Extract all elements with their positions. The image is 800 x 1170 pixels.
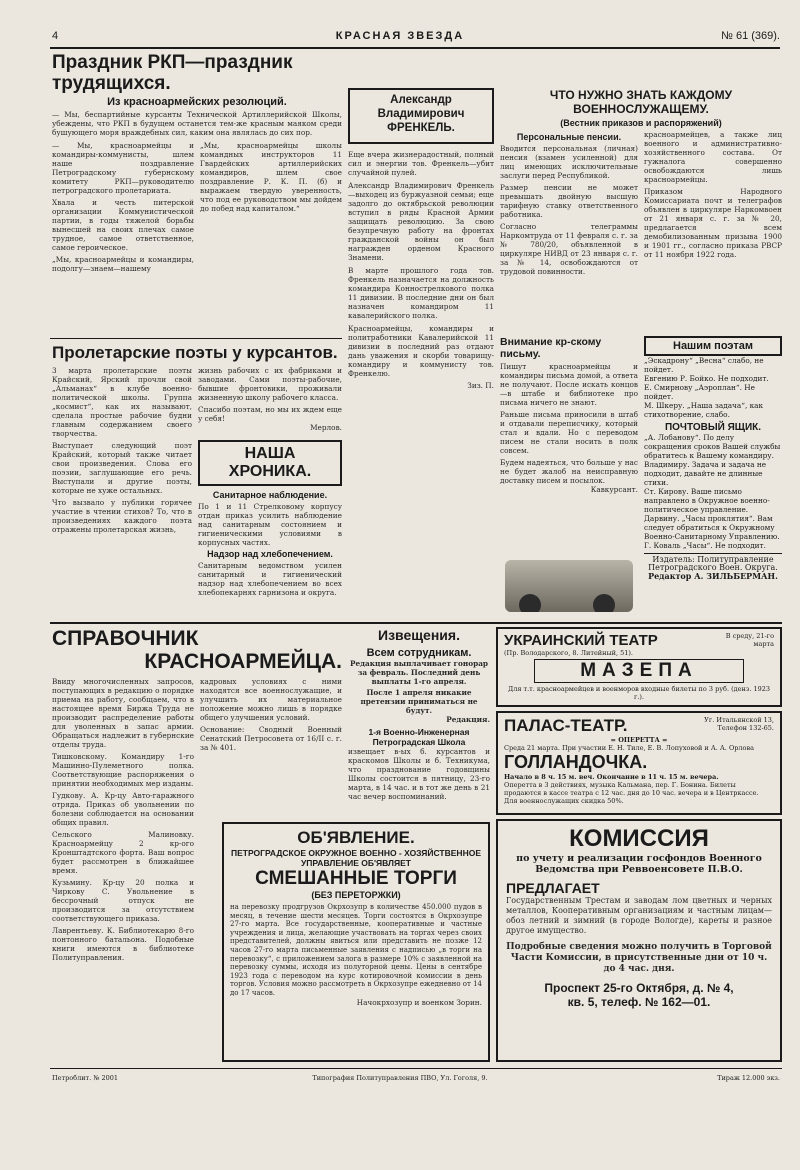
poets-p4: жизнь рабочих с их фабриками и заводами. Сами поэты-рабочие, бывшие фронтовики, проживали жизненную школу рабочего класса. — [198, 366, 342, 402]
holiday-p1: — Мы, беспартийные курсанты Технической Артиллерийской Школы, убеждены, что РКП в будущем останется тем-же красным маяком среди бушующего моря враждебных сил, каким она являлась до сих пор. — [52, 110, 342, 137]
issue-number: № 61 (369). — [721, 30, 780, 42]
vital-subtitle: (Вестник приказов и распоряжений) — [560, 118, 722, 128]
auction-big: СМЕШАННЫЕ ТОРГИ — [255, 868, 457, 889]
holiday-subtitle: Из красноармейских резолюций. — [107, 96, 287, 108]
notices-b1: Редакция выплачивает гонорар за февраль. Последний день выплаты 1-го апреля. — [349, 659, 489, 686]
commission-offer: ПРЕДЛАГАЕТ — [506, 880, 600, 896]
paper-name: КРАСНАЯ ЗВЕЗДА — [335, 30, 465, 42]
footer-rule — [50, 1068, 782, 1069]
article-poets — [52, 342, 342, 618]
auction-paren: (БЕЗ ПЕРЕТОРЖКИ) — [311, 890, 401, 900]
holiday-p3: Хвала и честь питерской организации Коммунистической партии, в годы тяжелой борьбы вынесшей на своих плечах самое трудное, самое ответственное, самое героическое. — [52, 198, 194, 252]
ad-palace-theatre — [496, 711, 782, 815]
poets-title: Пролетарские поэты у курсантов. — [52, 343, 338, 362]
theatre1-title: УКРАИНСКИЙ ТЕАТР — [504, 632, 658, 649]
article-mailbox — [644, 336, 782, 618]
chronicle-title: НАША ХРОНИКА. — [198, 440, 342, 486]
reference-title-1: СПРАВОЧНИК — [52, 627, 199, 650]
notices-sign: Редакция. — [446, 715, 490, 724]
header-rule — [50, 47, 780, 49]
reply-3: Ст. Кирову. Ваше письмо направлено в Окружное военно-политическое управление. — [644, 487, 770, 514]
theatre2-date: Среда 21 марта. При участии Е. Н. Тиле, Е. В. Лопуховой и А. А. Орлова — [504, 744, 755, 752]
auction-body: на перевозку продгрузов Окрхозупр в количестве 450.000 пудов в месяц, в течение шести месяцев. Торги состоятся в Окрхозупре 27-го марта. Все государственные, кооперативные и частные учреждения и лица, желающие участвовать на торгах через своих представителей, должны явиться или представить не позже 12 часов 27-го марта письменные заявления с надписью „в торги на перевозку“, с приложением залога в размере 10% с заявленной на перевозку суммы, исходя из полуторной цены. Цены в сентябре 1923 года с переводом на курс котировочной комиссии в день торгов. Условия можно рассмотреть в Окрхозупре ежедневно от 14 до 17 часов. — [230, 903, 482, 997]
auction-title: ОБ'ЯВЛЕНИЕ. — [297, 828, 415, 847]
footer-mid: Типография Политуправления ПВО, Ул. Гоголя, 9. — [312, 1074, 488, 1082]
article-frenkel — [348, 88, 494, 618]
poem-line-4: М. Шкеру. „Наша задача“, как стихотворение, слабо. — [644, 401, 764, 419]
holiday-p5: „Мы, красноармейцы школы командных инструкторов 11 Гвардейских артиллерийских командиров, шлем свое поздравление Р. К. П. (б) и выражаем твердую уверенность, что под ее руководством мы дойдем до побед над капиталом.“ — [200, 141, 342, 213]
article-letters — [500, 336, 638, 556]
letters-p1: Пишут красноармейцы и командиры письма домой, а ответа не получают. После искать концов—в штабе и библиотеке про письма ничего не знают. — [500, 362, 638, 407]
reply-1: „А. Лобанову“. По делу сокращения сроков Вашей службы обратитесь к Вашему командиру. — [644, 433, 781, 460]
article-notices — [348, 627, 490, 817]
wheel-icon — [593, 594, 615, 612]
auction-l1: ПЕТРОГРАДСКОЕ ОКРУЖНОЕ ВОЕННО - ХОЗЯЙСТВЕННОЕ — [231, 848, 481, 858]
page-number: 4 — [52, 30, 61, 42]
theatre2-note: Оперетта в 3 действиях, музыка Кальмана, пер. Г. Бонина. Билеты продаются в кассе театра с 12 час. дня до 10 час. вечера и в Центркассе. Для военнослужащих скидка 50%. — [504, 781, 759, 805]
theatre1-note: Для т.т. красноармейцев и военморов входные билеты по 3 руб. (денз. 1923 г.). — [507, 685, 771, 701]
commission-title: КОМИССИЯ — [569, 825, 709, 852]
theatre2-times: Начало в 8 ч. 15 м. веч. Окончание в 11 ч. 15 м. вечера. — [504, 773, 719, 781]
chronicle-p1: По 1 и 11 Стрелковому корпусу отдан приказ усилить наблюдение над санитарным состоянием и гигиеническими условиями в корпусных частях. — [198, 502, 342, 547]
notices-b2: После 1 апреля никакие претензии приниматься не будут. — [360, 688, 478, 715]
footer-left: Петроблит. № 2001 — [52, 1074, 119, 1082]
publisher-line1: Издатель: Политуправление — [652, 555, 774, 564]
reference-p8: Основание: Сводный Военный Сенатский Петросовета от 16/II с. г. за № 401. — [200, 725, 342, 752]
letters-p3: Будем надеяться, что больше у нас не будет жалоб на неисправную доставку писем и посылок. — [500, 458, 638, 485]
frenkel-p3: В марте прошлого года тов. Френкель назначается на должность командира Коннострелкового полка 11 дивизии. В последние дни он был назначен командиром 11 кавалерийского полка. — [348, 266, 494, 320]
article-vital — [500, 88, 782, 328]
editor: Редактор А. ЗИЛЬБЕРМАН. — [648, 571, 778, 581]
theatre2-address: Уг. Итальянской 13, Телефон 132-65. — [704, 716, 774, 732]
theatre1-date: В среду, 21-го марта — [725, 632, 774, 648]
poem-title: Нашим поэтам — [644, 336, 782, 356]
vital-p4: красноармейцев, а также лиц военного и административно-хозяйственного состава. От гужналога совершенно освобождаются лишь красноармейцы. — [644, 130, 782, 184]
chronicle-s1: Санитарное наблюдение. — [212, 490, 328, 500]
vital-p5: Приказом Народного Комиссариата почт и телеграфов объявлен в циркуляре Наркомвоен от 21 января с. г. за № 20, предлагается всем демобилизованным призыва 1900 и 1901 гг., согласно приказа РВСР от 11 ноября 1922 года. — [644, 187, 782, 259]
wheel-icon — [519, 594, 541, 612]
poets-sign: Мерлов. — [310, 423, 342, 432]
poets-p2: Выступает следующий поэт Крайский, который также читает свои произведения. Слова его поэзии, заглушающие его речь. Выступали и другие поэты, которые не хуже остальных. — [52, 441, 192, 495]
theatre2-troupe: = ОПЕРЕТТА = — [610, 736, 668, 744]
poem-line-3: Е. Смирнову „Аэроплан“. Не пойдет. — [644, 383, 755, 401]
letters-title: Внимание кр-скому письму. — [500, 336, 602, 360]
vital-p1: Вводится персональная (личная) пенсия (взамен усиленной) для лиц имеющих исключительные заслуги перед Республикой. — [500, 144, 638, 180]
reply-2: Владимиру. Задача и задача не подходит, давайте не длинные стихи. — [644, 460, 767, 487]
theatre2-title: ПАЛАС-ТЕАТР. — [504, 716, 628, 735]
commission-l2: Ведомства при Реввоенсовете П.В.О. — [535, 864, 743, 875]
reference-p1: Ввиду многочисленных запросов, поступающих в редакцию о порядке приема на работу, сообщаем, что в настоящее время Биржа Труда не производит распределение работы для уволенных в запас армии. Обращаться надлежит в губернские отделы труда. — [52, 677, 194, 749]
frenkel-p2: Александр Владимирович Френкель—выходец из буржуазной семьи; еще задолго до октябрьской революции вступил в ряды Красной Армии защищать революцию. За свою безупречную работу на фронтах гражданской войны он был награжден орденом Красного Знамени. — [348, 181, 494, 262]
commission-offer-text: Государственным Трестам и заводам лом цветных и черных металлов, Кооперативным организациям и частным лицам—обоз летний и зимний (в городе Вологде), кареты и разное другое имущество. — [506, 896, 772, 935]
chronicle-p2: Санитарным ведомством усилен санитарный и гигиенический надзор над хлебопечением во всех хлебопекарнях гарнизона и округа. — [198, 561, 342, 597]
reference-p5: Кузьмину. Кр-цу 20 полка и Чиркову С. Увольнение в бессрочный отпуск не производится за отсутствием соответствующего приказа. — [52, 878, 194, 923]
vital-title: ЧТО НУЖНО ЗНАТЬ КАЖДОМУ ВОЕННОСЛУЖАЩЕМУ. — [549, 88, 733, 116]
mid-rule — [50, 622, 782, 624]
mailbox-title: ПОЧТОВЫЙ ЯЩИК. — [664, 422, 762, 433]
section-rule — [50, 338, 342, 339]
auction-l2: УПРАВЛЕНИЕ ОБ'ЯВЛЯЕТ — [300, 858, 411, 868]
footer-right: Тираж 12.000 экз. — [717, 1074, 780, 1082]
poem-line-2: Евгению Р. Бойко. Не подходит. — [644, 374, 769, 383]
poets-p5: Спасибо поэтам, но мы их ждем еще у себя! — [198, 405, 342, 423]
frenkel-sign: Зиз. П. — [467, 381, 494, 390]
reference-title-2: КРАСНОАРМЕЙЦА. — [144, 650, 342, 673]
ad-commission — [496, 819, 782, 1062]
reference-p2: Тишковскому. Командиру 1-го Машинно-Пулеметного полка. Соответствующие распоряжения о принятии необходимых мер изданы. — [52, 752, 194, 788]
poem-line-1: „Эскадрону“ „Весна“ слабо, не пойдет. — [644, 356, 764, 374]
vital-p3: Согласно телеграммы Наркомтруда от 11 февраля с. г. за № 780/20, объявленной в циркуляре НИВД от 23 января с. г. за № 14, освобождаются от трудовой повинности. — [500, 222, 638, 276]
frenkel-p4: Красноармейцы, командиры и политработники Кавалерийской 11 дивизии в последний раз отдают дань уважения и скорби товарищу-командиру и коммунисту тов. Френкелю. — [348, 324, 494, 378]
frenkel-p1: Еще вчера жизнерадостный, полный сил и энергии тов. Френкель—убит случайной пулей. — [348, 150, 494, 177]
poets-p1: 3 марта пролетарские поэты Крайский, Ярский прочли свой „Альманах“ в клубе военно-политической школы. Группа „космист“, как их называют, сделала простые рабочие будни главным содержанием своего творчества. — [52, 366, 192, 438]
reply-4: Дарвину. „Часы проклятия“. Вам следует обратиться к Окружному Военно-Санитарному Управлению. — [644, 514, 780, 541]
holiday-p4: „Мы, красноармейцы и командиры, подолгу—знаем—нашему — [52, 255, 194, 273]
reply-5: Г. Коваль „Часы“. Не подходит. — [644, 541, 766, 550]
poets-p3: Что вызвало у публики горячее участие в чтении стихов? То, что в произведениях каждого поэта отражены пролетарская жизнь, — [52, 498, 192, 534]
commission-l1: по учету и реализации госфондов Военного — [516, 853, 762, 864]
vital-p2: Размер пенсии не может превышать двойную высшую тарифную ставку ответственного работника. — [500, 183, 638, 219]
commission-addr-1: Проспект 25-го Октября, д. № 4, — [544, 981, 734, 995]
vital-section: Персональные пенсии. — [516, 132, 622, 142]
letters-p2: Раньше письма приносили в штаб и отдавали переписчику, который стал и вдали. Но с переводом писем не стали носить в полк совсем. — [500, 410, 638, 455]
reference-p7: кадровых условиях с ними находятся все военнослужащие, и улучшить их материальное положение можно лишь в порядке общего улучшения условий. — [200, 677, 342, 722]
commission-addr-2: кв. 5, телеф. № 162—01. — [567, 995, 711, 1009]
theatre1-address: (Пр. Володарского, 8. Литейный, 51). — [504, 649, 633, 657]
car-illustration — [505, 560, 633, 612]
frenkel-title: Александр Владимирович ФРЕНКЕЛЬ. — [348, 88, 494, 144]
chronicle-s2: Надзор над хлебопечением. — [207, 549, 333, 559]
notices-h2: 1-я Военно-Инженерная Петроградская Школа — [368, 727, 470, 747]
reference-p3: Гудкову. А. Кр-цу Авто-гаражного отряда. Приказ об увольнении по болезни соблюдается на основании общих правил. — [52, 791, 194, 827]
publisher-line2: Петроградского Воен. Округа. — [648, 563, 778, 572]
article-holiday — [52, 52, 342, 336]
notices-h1: Всем сотрудникам. — [366, 647, 472, 659]
letters-sign: Кавкурсант. — [590, 485, 638, 494]
theatre1-play: МАЗЕПА — [534, 659, 744, 683]
reference-p6: Лаврентьеву. К. Библиотекарю 8-го понтонного батальона. Подобные книги имеются в библиотеке Политуправления. — [52, 926, 194, 962]
reference-p4: Сельского Малиновку. Красноармейцу 2 кр-ого Кронштадтского форта. Ваш вопрос будет рассмотрен в ближайшее время. — [52, 830, 194, 875]
ad-ukrainian-theatre — [496, 627, 782, 707]
notices-title: Извещения. — [378, 627, 460, 643]
holiday-p2: — Мы, красноармейцы и командиры-коммунисты, шлем наше поздравление Петроградскому губернскому комитету РКП—руководителю петроградского пролетариата. — [52, 141, 194, 195]
ad-auction — [222, 822, 490, 1062]
holiday-title: Праздник РКП—праздник трудящихся. — [52, 52, 293, 94]
commission-info: Подробные сведения можно получить в Торговой Части Комиссии, в присутственные дни от 10 ч. до 4 час. дня. — [506, 942, 772, 974]
notices-p2: извещает в-ых б. курсантов и краскомов Школы и б. Техникума, что празднование годовщины Школы состоится в пятницу, 23-го марта, в 14 час. и в тот же день в 21 час вечер воспоминаний. — [348, 747, 490, 801]
theatre2-play: ГОЛЛАНДОЧКА. — [504, 752, 648, 772]
auction-sign: Начокрхозупр и военком Зорин. — [356, 997, 482, 1007]
